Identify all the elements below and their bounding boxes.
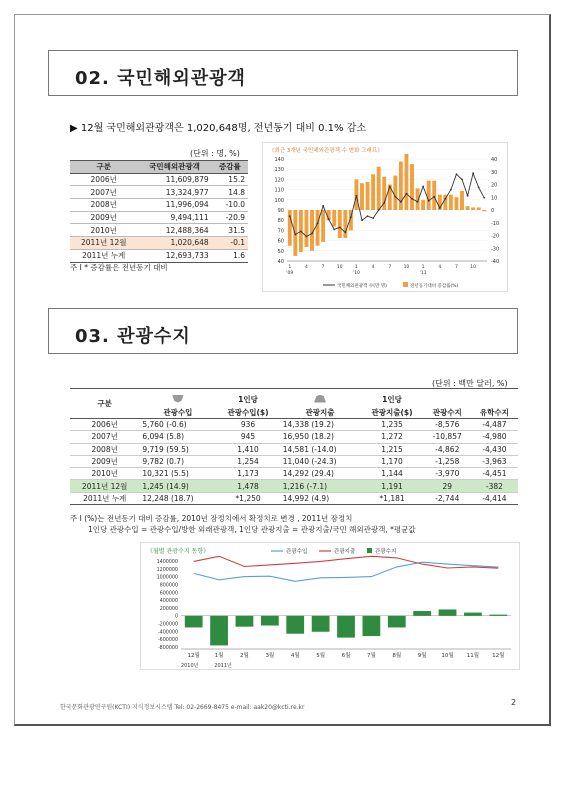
- travelers-point: [394, 196, 396, 198]
- table-cell: *1,181: [360, 492, 423, 504]
- table-row: [70, 211, 248, 224]
- right-tick-label: -10: [491, 220, 500, 227]
- growth-bar: [316, 210, 320, 246]
- y-tick-label: 1000000: [156, 575, 178, 581]
- balance-bar: [363, 616, 381, 636]
- legend-label: 전년동기대비 증감률(%): [410, 284, 459, 289]
- table-cell: -2,744: [424, 492, 471, 504]
- travelers-point: [328, 218, 330, 220]
- growth-bar: [460, 191, 464, 210]
- travelers-point: [339, 226, 341, 228]
- table-cell: -1,258: [424, 455, 471, 467]
- table-cell: -4,451: [471, 468, 518, 480]
- chart-title: 《최근 3개년 국민해외관광객 수 변화 그래프》: [269, 148, 383, 154]
- table-row: [70, 492, 518, 504]
- table-cell: 31.5: [212, 224, 248, 237]
- col-header: [471, 389, 518, 405]
- left-tick-label: 50: [277, 248, 284, 255]
- x-year-label: 2011년: [214, 663, 232, 669]
- growth-bar: [366, 182, 370, 210]
- x-tick-label: 5월: [316, 653, 326, 659]
- growth-bar: [432, 181, 436, 210]
- table-cell: 1.6: [212, 249, 248, 262]
- table-cell: -3,970: [424, 468, 471, 480]
- left-tick-label: 140: [274, 157, 284, 163]
- table-cell: -4,487: [471, 419, 518, 431]
- balance-bar: [388, 616, 406, 628]
- page-number: 2: [511, 698, 517, 707]
- table-cell: 14,292 (29.4): [280, 468, 361, 480]
- travelers-point: [433, 196, 435, 198]
- balance-bar: [210, 616, 228, 646]
- x-tick-label: 12월: [492, 653, 505, 659]
- table-cell: 1,191: [360, 480, 423, 492]
- y-tick-label: -800000: [157, 646, 178, 651]
- travelers-point: [322, 205, 324, 207]
- table-cell: 14,581 (-14.0): [280, 443, 361, 455]
- x-tick-label: 4: [305, 265, 308, 270]
- table-cell: 1,254: [216, 455, 279, 467]
- travelers-point: [356, 195, 358, 197]
- growth-bar: [421, 200, 425, 210]
- table-cell: 1,020,648: [137, 237, 211, 250]
- balance-note-2: 1인당 관광수입 = 관광수입/방한 외래관광객, 1인당 관광지출 = 관광지출/국민 해외관광객, *평균값: [88, 525, 416, 534]
- balance-bar: [464, 613, 482, 616]
- growth-bar: [471, 207, 475, 210]
- growth-bar: [338, 210, 342, 238]
- travelers-point: [361, 219, 363, 221]
- table-cell: -10,857: [424, 431, 471, 443]
- table-cell: -4,862: [424, 443, 471, 455]
- balance-bar: [185, 616, 203, 628]
- growth-bar: [293, 210, 297, 256]
- growth-bar: [305, 210, 309, 247]
- table-cell: 1,245 (14.9): [139, 480, 216, 492]
- table-cell: 945: [216, 431, 279, 443]
- table-cell: 2009년: [70, 211, 137, 224]
- col-header: 관광지출($): [360, 405, 423, 419]
- left-tick-label: 120: [274, 177, 284, 184]
- legend-label: 관광수지: [375, 549, 397, 555]
- col-header: 구분: [70, 161, 137, 174]
- right-tick-label: -20: [491, 233, 500, 240]
- balance-bar: [286, 616, 304, 634]
- table-cell: 1,478: [216, 480, 279, 492]
- col-header: 증감률: [212, 161, 248, 174]
- x-year-label: '11: [419, 271, 427, 276]
- y-tick-label: 800000: [159, 583, 178, 589]
- balance-bar: [236, 616, 254, 627]
- table-cell: 1,144: [360, 468, 423, 480]
- table-cell: 5,760 (-0.6): [139, 419, 216, 431]
- x-tick-label: 8월: [392, 653, 402, 659]
- growth-bar: [477, 207, 481, 210]
- table-cell: 9,719 (59.5): [139, 443, 216, 455]
- table-cell: 11,996,094: [137, 199, 211, 212]
- table-cell: 2011년 누계: [70, 249, 137, 262]
- unit-label-balance: (단위 : 백만 달러, %): [432, 379, 508, 388]
- travelers-point: [344, 232, 346, 234]
- col-header: 구분: [70, 389, 139, 419]
- table-cell: 1,235: [360, 419, 423, 431]
- y-tick-label: -600000: [157, 638, 178, 644]
- travelers-point: [467, 195, 469, 197]
- expense-arrow-icon: [314, 395, 326, 403]
- left-tick-label: 40: [277, 259, 284, 265]
- balance-bar: [337, 616, 355, 638]
- income-line: [194, 562, 499, 581]
- table-row: [70, 224, 248, 237]
- left-tick-label: 90: [277, 208, 284, 214]
- table-cell: 29: [424, 480, 471, 492]
- x-tick-label: 12월: [187, 653, 200, 659]
- table-cell: 2007년: [70, 431, 139, 443]
- table-cell: 6,094 (5.8): [139, 431, 216, 443]
- travelers-point: [289, 215, 291, 217]
- travelers-table: [70, 160, 248, 263]
- growth-bar: [410, 164, 414, 210]
- x-year-label: 2010년: [180, 663, 199, 669]
- table-cell: 12,693,733: [137, 249, 211, 262]
- table-row-highlight: [70, 237, 248, 250]
- col-header: 국민해외관광객: [137, 161, 211, 174]
- x-tick-label: 4월: [290, 653, 300, 659]
- table-cell: 2008년: [70, 199, 137, 212]
- x-tick-label: 2월: [240, 653, 249, 659]
- y-tick-label: 600000: [159, 591, 178, 597]
- balance-bar: [489, 615, 507, 616]
- y-tick-label: 0: [174, 614, 178, 620]
- table-cell: 10,321 (5.5): [139, 468, 216, 480]
- travelers-point: [294, 234, 296, 236]
- table-cell: 9,494,111: [137, 211, 211, 224]
- growth-bar: [371, 174, 375, 210]
- table-row: [70, 199, 248, 212]
- y-tick-label: 400000: [159, 599, 178, 605]
- growth-bar: [449, 195, 453, 210]
- col-header: [424, 389, 471, 405]
- legend-bar-swatch: [403, 282, 408, 287]
- up-icon-cell: [139, 389, 216, 405]
- right-tick-label: 30: [491, 169, 498, 176]
- down-icon-cell: [280, 389, 361, 405]
- travelers-point: [428, 200, 430, 202]
- x-tick-label: 10월: [441, 653, 454, 659]
- table-row: [70, 173, 248, 186]
- table-cell: -4,980: [471, 431, 518, 443]
- balance-bar: [413, 611, 431, 616]
- x-tick-label: 4: [371, 265, 375, 270]
- travelers-point: [367, 215, 369, 217]
- x-tick-label: 1월: [214, 653, 224, 659]
- table-cell: 1,216 (-7.1): [280, 480, 361, 492]
- table-cell: 14.8: [212, 186, 248, 199]
- table-row: [70, 431, 518, 443]
- table-cell: 1,215: [360, 443, 423, 455]
- table-cell: -20.9: [212, 211, 248, 224]
- travelers-point: [461, 179, 463, 181]
- travelers-point: [417, 201, 419, 203]
- x-tick-label: 1: [421, 265, 425, 270]
- left-tick-label: 80: [277, 218, 284, 225]
- travelers-point: [472, 172, 474, 174]
- x-tick-label: 10: [403, 265, 410, 270]
- right-tick-label: 10: [491, 195, 498, 202]
- travelers-chart: [262, 142, 508, 292]
- travelers-point: [317, 222, 319, 224]
- x-tick-label: 7: [321, 265, 325, 270]
- table-row: [70, 443, 518, 455]
- travelers-note: 주 I * 증감률은 전년동기 대비: [70, 263, 168, 272]
- travelers-point: [389, 186, 391, 188]
- travelers-point: [350, 216, 352, 218]
- table-cell: -3,963: [471, 455, 518, 467]
- table-row: [70, 468, 518, 480]
- table-cell: 12,248 (18.7): [139, 492, 216, 504]
- income-arrow-icon: [172, 395, 184, 403]
- left-tick-label: 110: [274, 187, 284, 194]
- col-header: 관광수지: [424, 405, 471, 419]
- table-cell: 936: [216, 419, 279, 431]
- legend-label: 국민해외관광객 수(만 명): [337, 284, 387, 289]
- travelers-point: [406, 193, 408, 195]
- left-tick-label: 130: [274, 167, 284, 174]
- travelers-point: [411, 198, 413, 200]
- x-tick-label: 3월: [265, 653, 275, 659]
- table-cell: 2007년: [70, 186, 137, 199]
- table-cell: 2011년 누계: [70, 492, 139, 504]
- growth-bar: [405, 154, 409, 210]
- x-tick-label: 10: [336, 265, 343, 270]
- table-cell: 1,272: [360, 431, 423, 443]
- right-tick-label: 40: [491, 157, 498, 163]
- x-tick-label: 9월: [417, 653, 427, 659]
- y-tick-label: -400000: [157, 630, 178, 636]
- y-tick-label: -200000: [157, 622, 178, 628]
- col-header: 유학수지: [471, 405, 518, 419]
- growth-bar: [355, 179, 359, 210]
- footer-contact: 한국문화관광연구원(KCTI) 지식정보시스템 Tel: 02-2669-8475 e-mail: aak20@kcti.re.kr: [60, 704, 305, 711]
- table-cell: 2011년 12월: [70, 480, 139, 492]
- travelers-point: [311, 233, 313, 235]
- x-tick-label: 7: [388, 265, 392, 270]
- table-cell: 2009년: [70, 455, 139, 467]
- right-tick-label: -40: [491, 259, 500, 265]
- table-cell: 1,170: [360, 455, 423, 467]
- right-tick-label: 0: [491, 208, 495, 214]
- growth-bar: [427, 181, 431, 210]
- x-tick-label: 11월: [466, 653, 480, 659]
- col-header: 관광수입($): [216, 405, 279, 419]
- y-tick-label: 1400000: [156, 560, 178, 565]
- travelers-point: [439, 207, 441, 209]
- table-cell: 16,950 (18.2): [280, 431, 361, 443]
- table-row-highlight: [70, 480, 518, 492]
- table-cell: 14,338 (19.2): [280, 419, 361, 431]
- growth-bar: [455, 197, 459, 210]
- table-cell: 2006년: [70, 173, 137, 186]
- growth-bar: [332, 210, 336, 227]
- table-row: [70, 455, 518, 467]
- table-cell: -0.1: [212, 237, 248, 250]
- travelers-point: [483, 197, 485, 199]
- growth-bar: [393, 176, 397, 210]
- y-tick-label: 200000: [159, 606, 178, 612]
- x-year-label: '09: [286, 271, 294, 276]
- travelers-point: [478, 187, 480, 189]
- travelers-point: [450, 189, 452, 191]
- table-cell: -4,430: [471, 443, 518, 455]
- col-header: 관광지출: [280, 405, 361, 419]
- travelers-point: [378, 209, 380, 211]
- growth-bar: [321, 210, 325, 242]
- growth-bar: [343, 210, 347, 238]
- chart-title: 《월별 관광수지 동향》: [147, 548, 210, 555]
- table-cell: 9,782 (0.7): [139, 455, 216, 467]
- travelers-point: [444, 198, 446, 200]
- table-cell: 11,609,879: [137, 173, 211, 186]
- legend-balance-swatch: [367, 548, 372, 553]
- table-cell: 2008년: [70, 443, 139, 455]
- section-title-tourism-balance: 03. 관광수지: [48, 308, 518, 354]
- table-cell: 11,040 (-24.3): [280, 455, 361, 467]
- travelers-point: [400, 201, 402, 203]
- balance-chart-svg: [141, 543, 521, 671]
- growth-bar: [466, 206, 470, 210]
- left-tick-label: 60: [277, 238, 284, 245]
- table-cell: 1,410: [216, 443, 279, 455]
- table-cell: 2010년: [70, 224, 137, 237]
- table-cell: -382: [471, 480, 518, 492]
- x-tick-label: 1: [355, 265, 358, 270]
- table-cell: 2011년 12월: [70, 237, 137, 250]
- x-year-label: '10: [352, 271, 360, 276]
- table-row: [70, 249, 248, 262]
- balance-bar: [439, 609, 457, 615]
- travelers-point: [383, 202, 385, 204]
- table-cell: -8,576: [424, 419, 471, 431]
- legend-label: 관광수입: [286, 549, 308, 555]
- x-tick-label: 4: [438, 265, 442, 270]
- travelers-point: [300, 231, 302, 233]
- col-header: 1인당: [360, 389, 423, 405]
- legend-label: 관광지출: [334, 549, 356, 555]
- balance-chart: [140, 542, 520, 670]
- table-cell: 12,488,364: [137, 224, 211, 237]
- travelers-point: [306, 236, 308, 238]
- growth-bar: [360, 183, 364, 210]
- table-row: [70, 419, 518, 431]
- travelers-point: [372, 217, 374, 219]
- table-row: [70, 186, 248, 199]
- table-cell: 13,324,977: [137, 186, 211, 199]
- right-tick-label: 20: [491, 182, 498, 189]
- expense-line: [194, 556, 499, 568]
- y-tick-label: 1200000: [156, 567, 178, 573]
- table-cell: -10.0: [212, 199, 248, 212]
- section-title-overseas-travelers: 02. 국민해외관광객: [48, 50, 518, 96]
- growth-bar: [377, 167, 381, 210]
- table-cell: 2010년: [70, 468, 139, 480]
- col-header: 1인당: [216, 389, 279, 405]
- unit-label-travelers: (단위 : 명, %): [190, 149, 240, 158]
- balance-bar: [261, 616, 279, 626]
- col-header: 관광수입: [139, 405, 216, 419]
- balance-bar: [312, 616, 330, 632]
- balance-note-1: 주 I (%)는 전년동기 대비 증감률, 2010년 잠정치에서 확정치로 변경 , 2011년 잠정치: [70, 514, 353, 523]
- travelers-point: [333, 228, 335, 230]
- travelers-chart-svg: [263, 143, 509, 293]
- x-tick-label: 6월: [341, 653, 351, 659]
- left-tick-label: 100: [274, 197, 284, 204]
- table-cell: 2006년: [70, 419, 139, 431]
- right-tick-label: -30: [491, 246, 500, 253]
- growth-bar: [482, 210, 486, 211]
- table-cell: 14,992 (4.9): [280, 492, 361, 504]
- balance-table: [70, 388, 518, 505]
- left-tick-label: 70: [277, 228, 284, 235]
- travelers-point: [456, 173, 458, 175]
- x-tick-label: 7월: [366, 653, 376, 659]
- table-cell: *1,250: [216, 492, 279, 504]
- summary-bullet: ▶ 12월 국민해외관광객은 1,020,648명, 전년동기 대비 0.1% 감소: [70, 123, 367, 134]
- table-cell: -4,414: [471, 492, 518, 504]
- travelers-point: [422, 186, 424, 188]
- table-cell: 1,173: [216, 468, 279, 480]
- table-cell: 15.2: [212, 173, 248, 186]
- x-tick-label: 10: [470, 265, 476, 270]
- x-tick-label: 1: [288, 265, 292, 270]
- x-tick-label: 7: [455, 265, 458, 270]
